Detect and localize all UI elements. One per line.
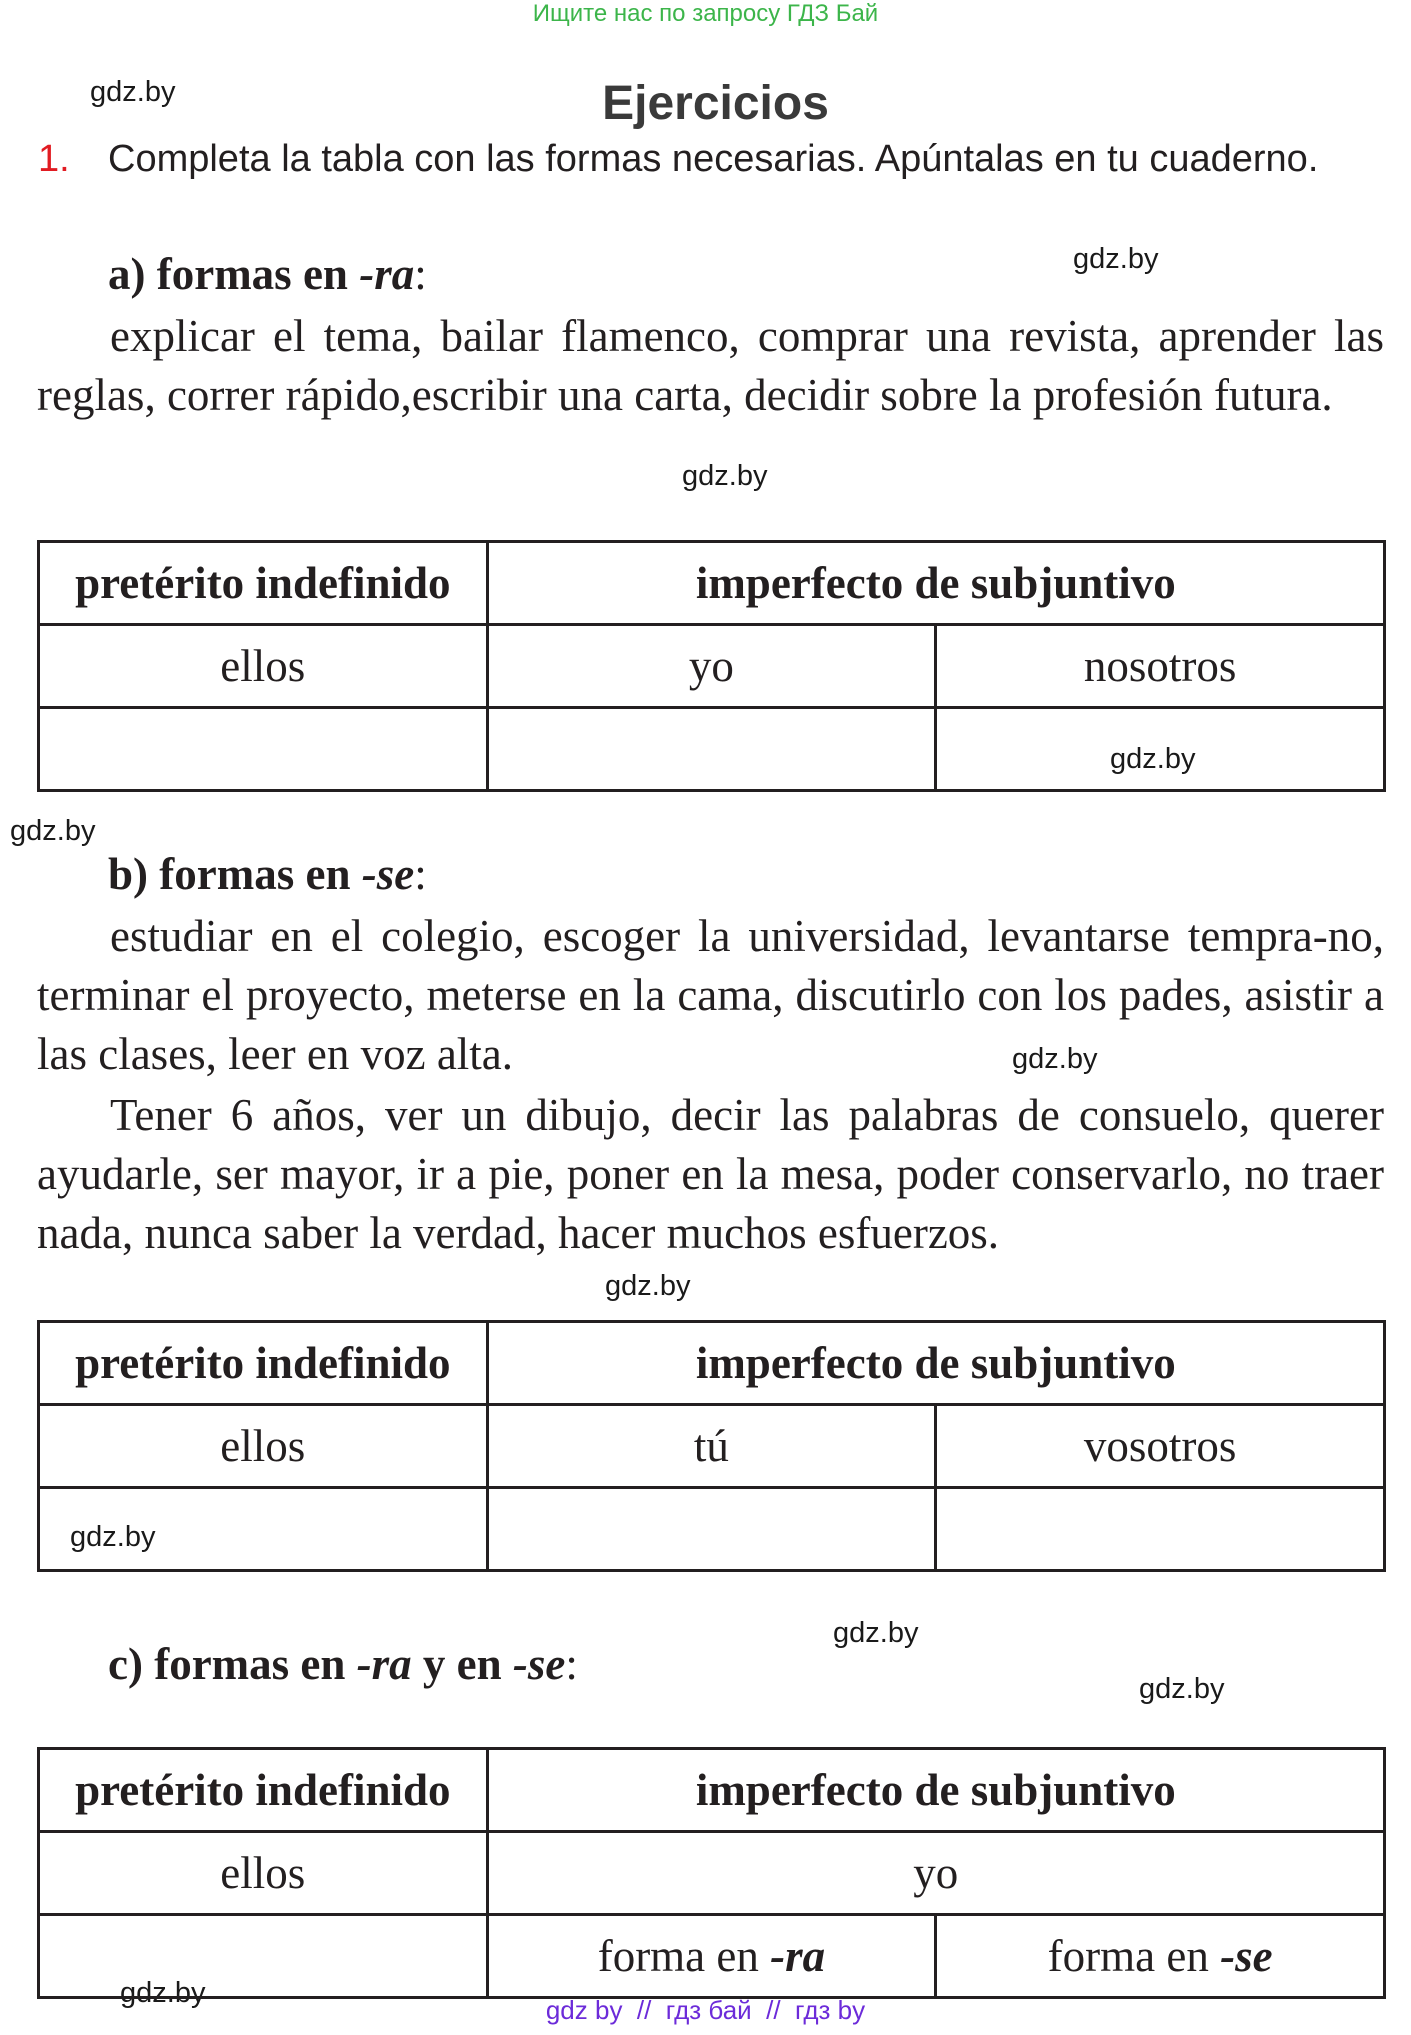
table-cell: nosotros [936,625,1385,708]
watermark: gdz.by [70,1521,156,1553]
table-cell-empty [487,708,936,791]
watermark: gdz.by [1110,743,1196,775]
exercise-instruction: Completa la tabla con las formas necesarias. Apúntalas en tu cuaderno. [108,138,1319,180]
table-c [37,1747,1386,1999]
table-cell: ellos [39,1832,488,1915]
section-b-heading: b) formas en -se: [108,849,427,899]
table-cell-forma-se: forma en -se [936,1915,1385,1998]
table-cell: yo [487,1832,1384,1915]
table-cell: tú [487,1405,936,1488]
table-header-imperfecto: imperfecto de subjuntivo [487,1322,1384,1405]
table-header-preterito: pretérito indefinido [39,1749,488,1832]
table-a [37,540,1386,792]
table-cell-empty [39,1488,488,1571]
section-b-text-1: estudiar en el colegio, escoger la universidad, levantarse tempra-no, terminar el proyecto, meterse en la cama, discutirlo con los pades, asistir a las clases, leer en voz alta. [37,911,1384,1079]
section-b-text-2: Tener 6 años, ver un dibujo, decir las palabras de consuelo, querer ayudarle, ser mayor, ir a pie, poner en la mesa, poder conservarlo, no traer nada, nunca saber la verdad, hacer muchos esfuerzos. [37,1090,1384,1258]
table-cell-empty [39,1915,488,1998]
watermark: gdz.by [605,1270,691,1302]
table-cell: yo [487,625,936,708]
table-cell-empty [936,708,1385,791]
table-header-preterito: pretérito indefinido [39,542,488,625]
section-c-heading: c) formas en -ra y en -se: [108,1639,578,1689]
table-header-imperfecto: imperfecto de subjuntivo [487,542,1384,625]
footer-links: gdz by // гдз бай // гдз by [545,1995,866,2025]
table-cell: ellos [39,1405,488,1488]
watermark: gdz.by [833,1617,919,1649]
table-b [37,1320,1386,1572]
table-header-preterito: pretérito indefinido [39,1322,488,1405]
exercise-number: 1. [38,138,70,180]
page-title: Ejercicios [602,77,829,130]
top-banner: Ищите нас по запросу ГДЗ Бай [532,0,879,27]
table-header-imperfecto: imperfecto de subjuntivo [487,1749,1384,1832]
watermark: gdz.by [1073,243,1159,275]
watermark: gdz.by [120,1977,206,2009]
section-a-text: explicar el tema, bailar flamenco, comprar una revista, aprender las reglas, correr rápido,escribir una carta, decidir sobre la profesión futura. [37,311,1384,420]
watermark: gdz.by [1012,1043,1098,1075]
table-cell-empty [936,1488,1385,1571]
watermark: gdz.by [10,815,96,847]
table-cell-forma-ra: forma en -ra [487,1915,936,1998]
table-cell: vosotros [936,1405,1385,1488]
watermark: gdz.by [682,460,768,492]
section-a-heading: a) formas en -ra: [108,249,427,299]
table-cell-empty [39,708,488,791]
table-cell: ellos [39,625,488,708]
watermark: gdz.by [1139,1673,1225,1705]
table-cell-empty [487,1488,936,1571]
watermark: gdz.by [90,76,176,108]
